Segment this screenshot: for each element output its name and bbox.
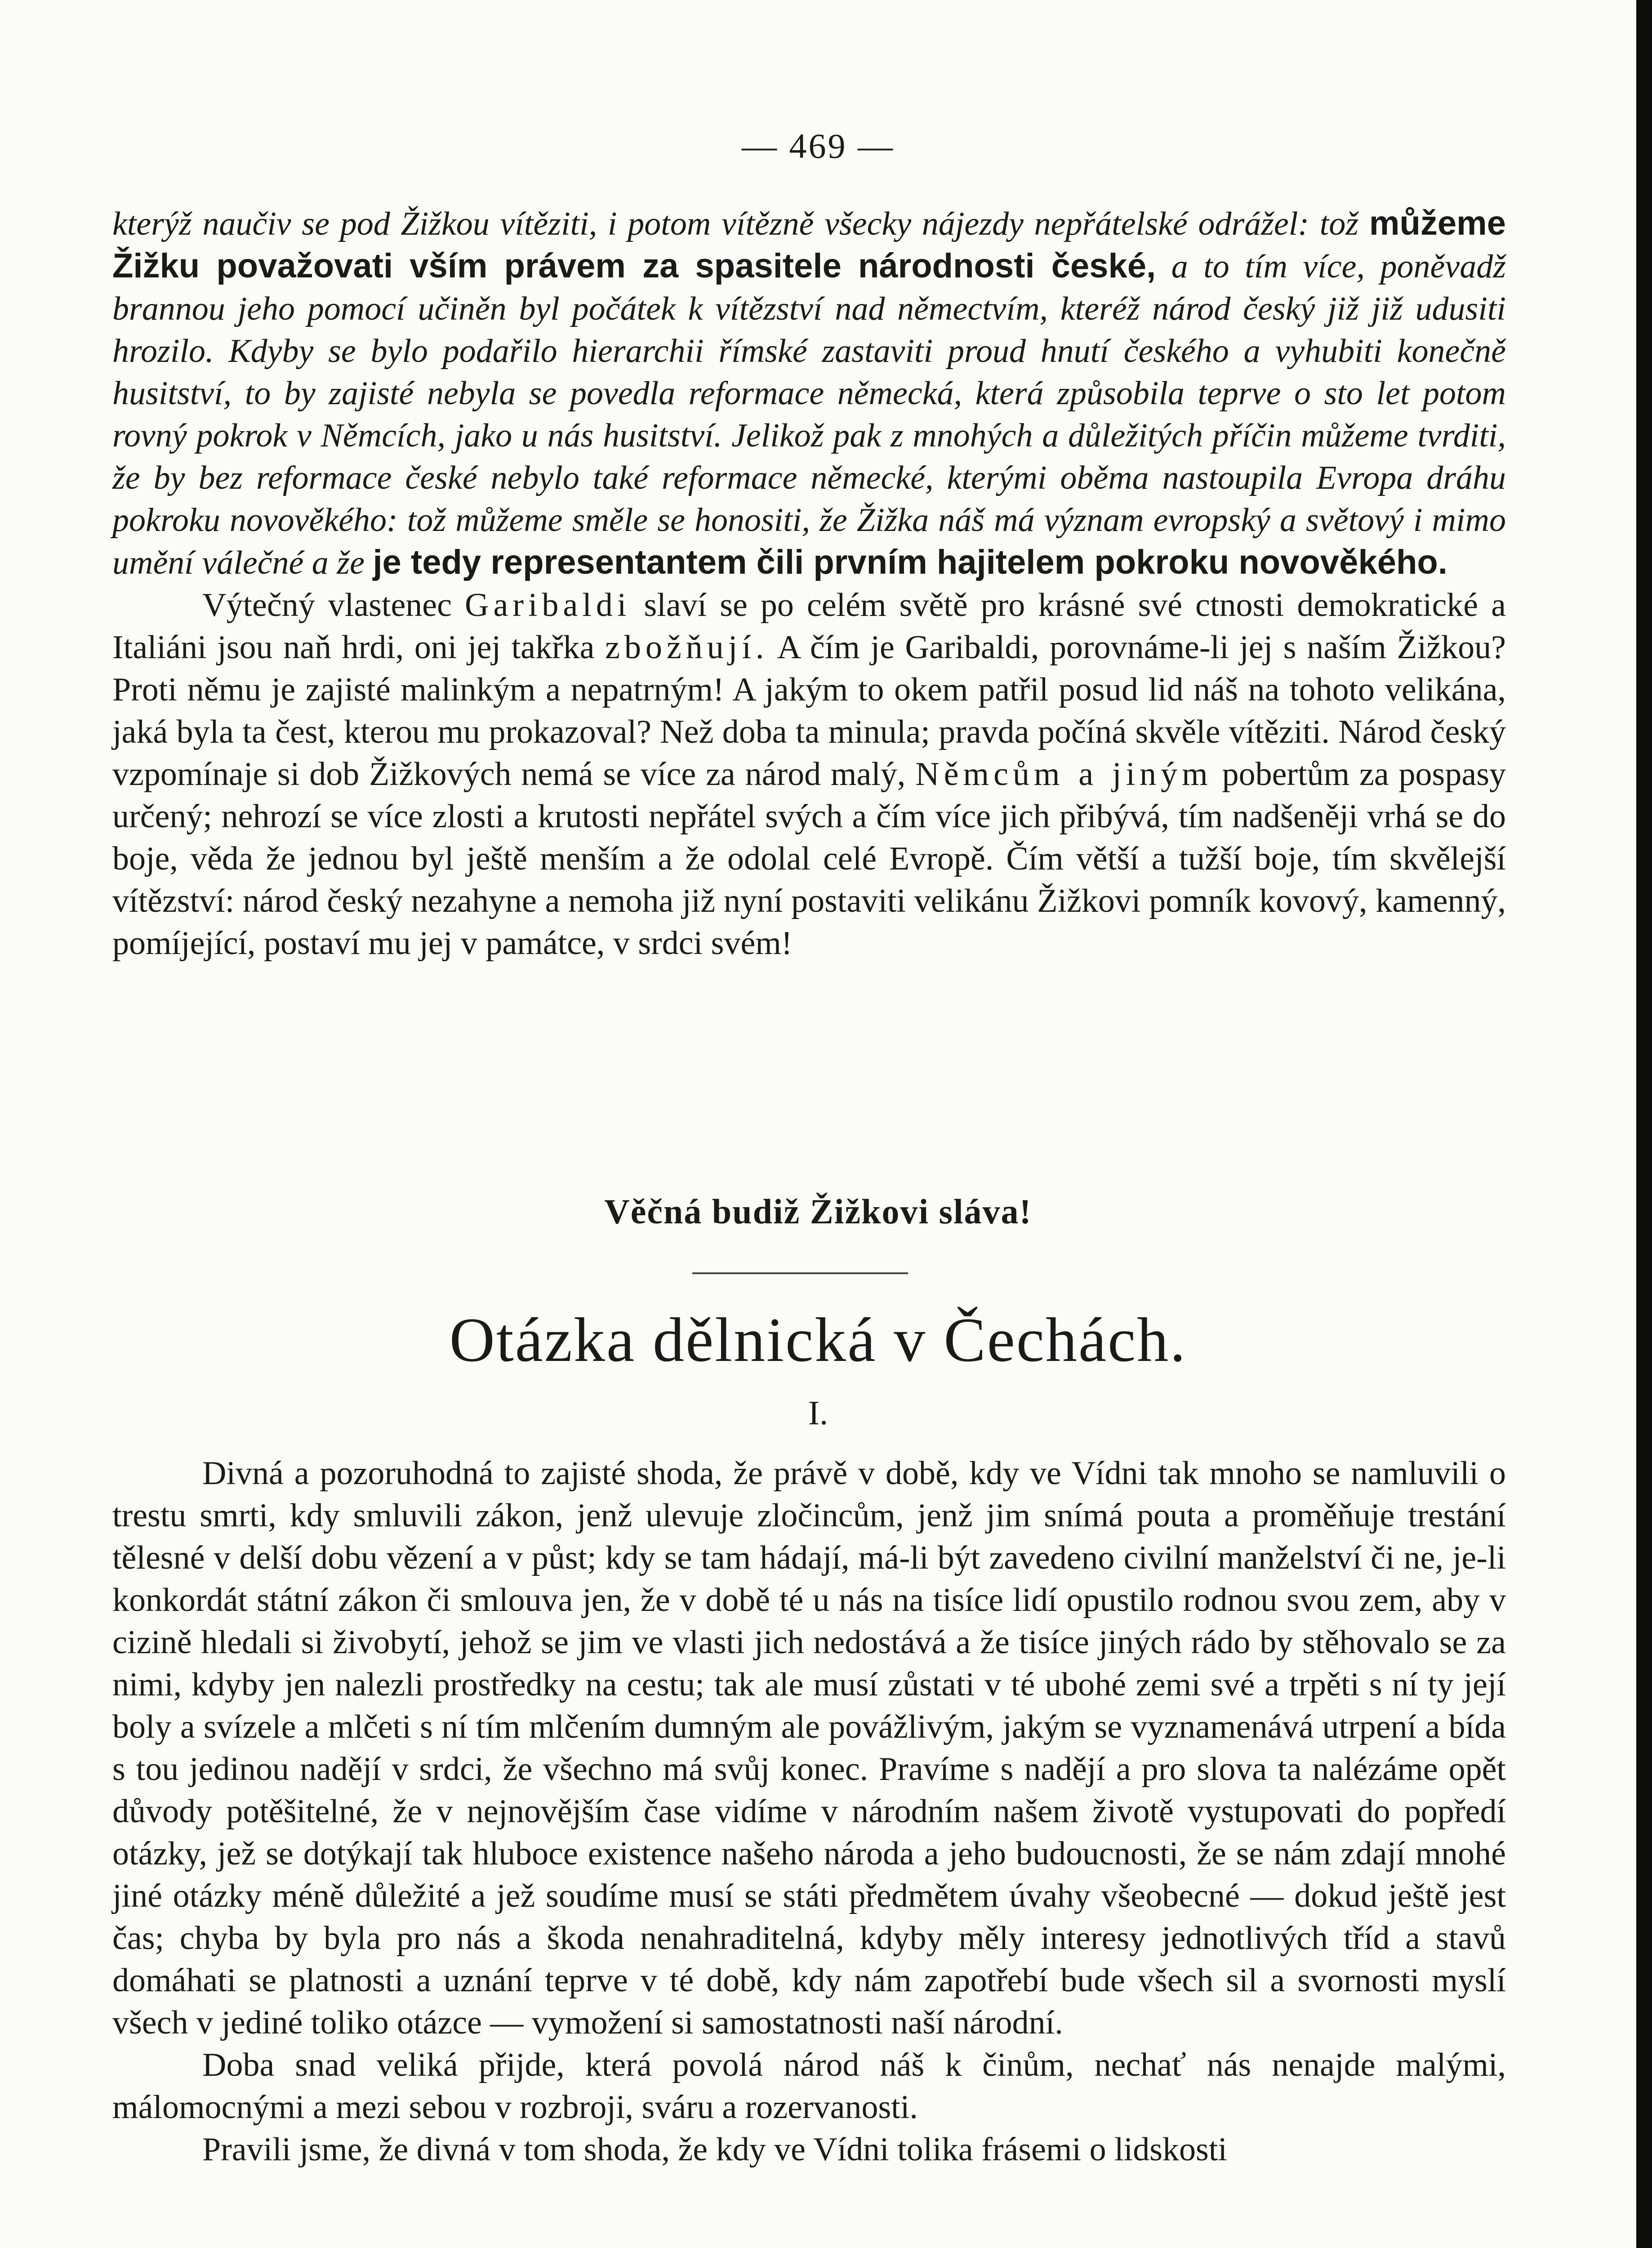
- divider: [692, 1272, 908, 1274]
- italic-text: a to tím více, poněvadž brannou jeho pomocí učiněn byl počátek k vítězství nad němectvím, kteréž národ český již již udusiti hrozilo. Kdyby se bylo podařilo hierarchii římské zastaviti proud hnutí českého a vyhubiti konečně husitství, to by zajisté nebyla se povedla reformace německá, která způsobila teprve o sto let potom rovný pokrok v Němcích, jako u nás husitství. Jelikož pak z mnohých a důležitých příčin můžeme tvrditi, že by bez reformace české nebylo také reformace německé, kterými oběma nastoupila Evropa dráhu pokroku novověkého: tož můžeme směle se honositi, že Žižka náš má význam evropský a světový i mimo umění válečné a že: [112, 248, 1506, 581]
- page-number: — 469 —: [742, 126, 895, 165]
- spaced-name: Garibaldi: [465, 587, 631, 624]
- garibaldi-paragraph: Výtečný vlastenec Garibaldi slaví se po celém světě pro krásné své ctnosti demokratické a Italiáni jsou naň hrdi, oni jej takřka zbožňují. A čím je Garibaldi, porovnáme-li jej s naším Žižkou? Proti němu je zajisté malinkým a nepatrným! A jakým to okem patřil posud lid náš na tohoto velikána, jaká byla ta čest, kterou mu prokazoval? Než doba ta minula; pravda počíná skvěle vítěziti. Národ český vzpomínaje si dob Žižkových nemá se více za národ malý, Němcům a jiným pobertům za pospasy určený; nehrozí se více zlosti a krutosti nepřátel svých a čím více jich přibývá, tím nadšeněji vrhá se do boje, věda že jednou byl ještě menším a že odolal celé Evropě. Čím větší a tužší boje, tím skvělejší vítězství: národ český nezahyne a nemoha již nyní postaviti velikánu Žižkovi pomník kovový, kamenný, pomíjející, postaví mu jej v památce, v srdci svém!: [112, 587, 1506, 962]
- scan-edge: [1636, 0, 1652, 2248]
- spaced-word: zbožňují.: [605, 629, 769, 666]
- paragraph: Pravili jsme, že divná v tom shoda, že kdy ve Vídni tolika frásemi o lidskosti: [202, 2131, 1227, 2168]
- bold-emphasis: můžeme Žižku považovati vším právem za spasitele národnosti české,: [112, 204, 1506, 285]
- paragraph: Divná a pozoruhodná to zajisté shoda, že právě v době, kdy ve Vídni tak mnoho se namluvili o trestu smrti, kdy smluvili zákon, jenž ulevuje zločincům, jenž jim snímá pouta a proměňuje trestání tělesné v delší dobu vězení a v půst; kdy se tam hádají, má-li být zavedeno civilní manželství či ne, je-li konkordát státní zákon či smlouva jen, že v době té u nás na tisíce lidí opustilo rodnou svou zem, aby v cizině hledali si živobytí, jehož se jim ve vlasti jich nedostává a že tisíce jiných rádo by stěhovalo se za nimi, kdyby jen nalezli prostředky na cestu; tak ale musí zůstati v té ubohé zemi své a trpěti s ní ty její boly a svízele a mlčeti s ní tím mlčením dumným ale povážlivým, jakým se vyznamenává utrpení a bída s tou jedinou nadějí v srdci, že všechno má svůj konec. Pravíme s nadějí a pro slova ta nalézáme opět důvody potěšitelné, že v nejnovějším čase vidíme v národním našem životě vystupovati do popředí otázky, jež se dotýkají tak hluboce existence našeho národa a jeho budoucnosti, že se nám zdají mnohé jiné otázky méně důležité a jež soudíme musí se státi předmětem úvahy všeobecné — dokud ještě jest čas; chyba by byla pro nás a škoda nenahraditelná, kdyby měly interesy jednotlivých tříd a stavů domáhati se platnosti a uznání teprve v té době, kdy nám zapotřebí bude všech sil a svornosti myslí všech v jediné toliko otázce — vymožení si samostatnosti naší národní.: [112, 1455, 1506, 2041]
- continued-paragraph: [112, 202, 1506, 964]
- italic-text: kterýž naučiv se pod Žižkou vítěziti, i potom vítězně všecky nájezdy nepřátelské odrážel: tož: [112, 205, 1359, 242]
- spaced-word: Němcům a jiným: [915, 756, 1212, 793]
- bold-emphasis: je tedy representantem čili prvním hajitelem pokroku novověkého.: [373, 543, 1447, 581]
- article-title: Otázka dělnická v Čechách.: [449, 1305, 1187, 1375]
- slogan: Věčná budiž Žižkovi sláva!: [604, 1192, 1032, 1231]
- section-number: I.: [808, 1394, 828, 1432]
- paragraph: Doba snad veliká přijde, která povolá národ náš k činům, nechať nás nenajde malými, málomocnými a mezi sebou v rozbroji, sváru a rozervanosti.: [112, 2047, 1506, 2126]
- article-body: [112, 1452, 1506, 2171]
